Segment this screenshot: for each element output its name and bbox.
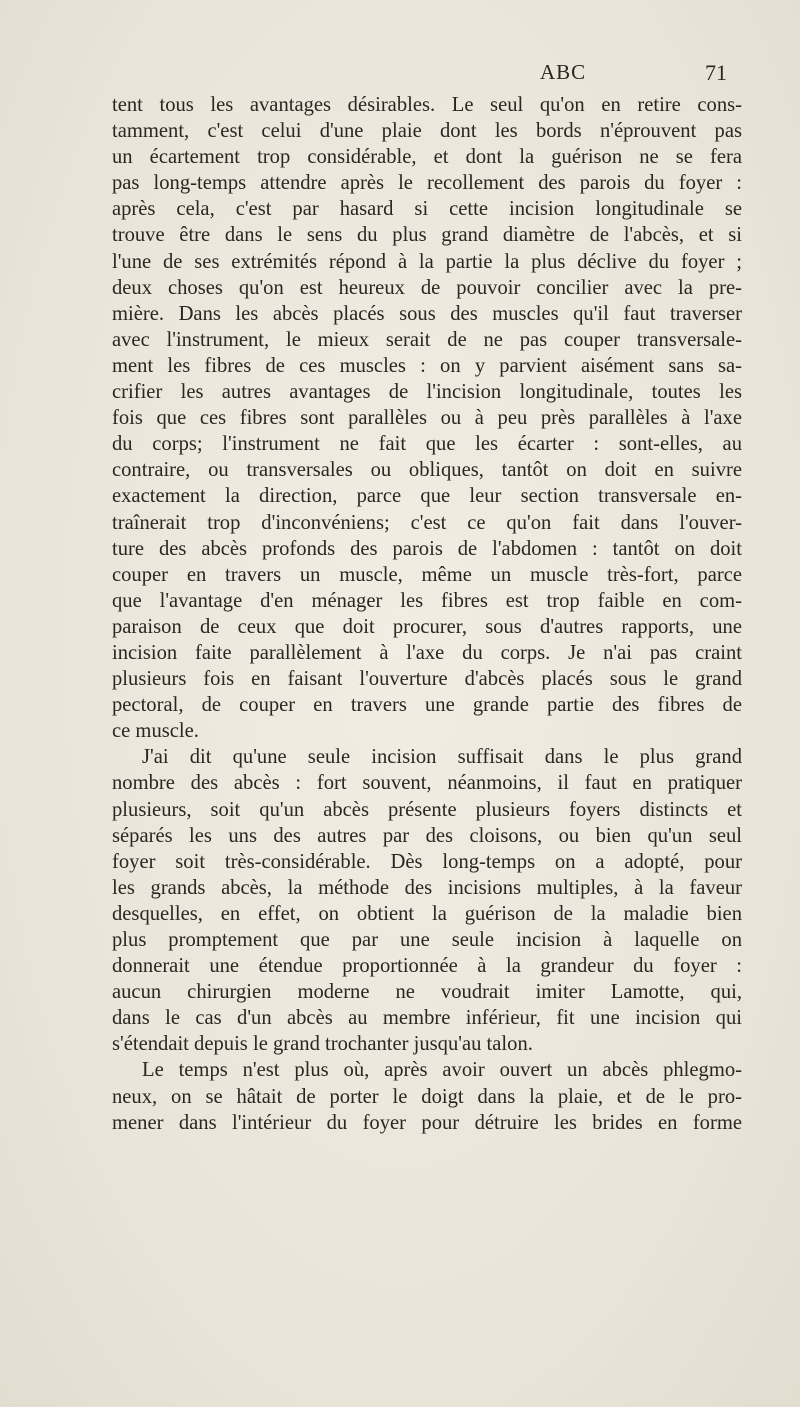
text-line: desquelles, en effet, on obtient la guérison de la maladie bien [112, 902, 742, 925]
text-line: ment les fibres de ces muscles : on y parvient aisément sans sa- [112, 354, 742, 377]
text-line: tent tous les avantages désirables. Le seul qu'on en retire cons- [112, 94, 742, 116]
body-text [112, 92, 742, 1136]
text-line: neux, on se hâtait de porter le doigt dans la plaie, et de le pro- [112, 1085, 742, 1108]
text-line: J'ai dit qu'une seule incision suffisait dans le plus grand [142, 746, 742, 769]
text-line: mener dans l'intérieur du foyer pour détruire les brides en forme [112, 1111, 742, 1134]
text-line: foyer soit très-considérable. Dès long-temps on a adopté, pour [112, 850, 742, 873]
text-line: pas long-temps attendre après le recollement des parois du foyer : [112, 172, 742, 195]
text-line: du corps; l'instrument ne fait que les écarter : sont-elles, au [112, 433, 742, 456]
text-line: fois que ces fibres sont parallèles ou à peu près parallèles à l'axe [112, 407, 742, 430]
text-line: un écartement trop considérable, et dont la guérison ne se fera [112, 146, 742, 169]
text-line: l'une de ses extrémités répond à la partie la plus déclive du foyer ; [112, 250, 742, 273]
text-line: plusieurs fois en faisant l'ouverture d'abcès placés sous le grand [112, 668, 742, 691]
text-line: trouve être dans le sens du plus grand diamètre de l'abcès, et si [112, 224, 742, 247]
text-line: ce muscle. [112, 720, 199, 743]
text-line: paraison de ceux que doit procurer, sous d'autres rapports, une [112, 615, 742, 638]
running-head: ABC [540, 60, 587, 84]
text-line: aucun chirurgien moderne ne voudrait imiter Lamotte, qui, [112, 981, 742, 1004]
text-line: pectoral, de couper en travers une grande partie des fibres de [112, 694, 742, 717]
text-line: que l'avantage d'en ménager les fibres est trop faible en com- [112, 589, 742, 612]
text-line: dans le cas d'un abcès au membre inférieur, fit une incision qui [112, 1007, 742, 1030]
text-line: ture des abcès profonds des parois de l'abdomen : tantôt on doit [112, 537, 742, 560]
text-line: s'étendait depuis le grand trochanter jusqu'au talon. [112, 1033, 533, 1056]
text-line: plus promptement que par une seule incision à laquelle on [112, 929, 742, 951]
text-line: tamment, c'est celui d'une plaie dont les bords n'éprouvent pas [112, 120, 742, 143]
text-line: traînerait trop d'inconvéniens; c'est ce qu'on fait dans l'ouver- [112, 511, 742, 534]
text-line: incision faite parallèlement à l'axe du corps. Je n'ai pas craint [112, 641, 742, 664]
text-line: crifier les autres avantages de l'incision longitudinale, toutes les [112, 381, 742, 404]
text-line: contraire, ou transversales ou obliques, tantôt on doit en suivre [112, 459, 742, 482]
text-line: séparés les uns des autres par des cloisons, ou bien qu'un seul [112, 824, 742, 847]
page-number: 71 [705, 60, 727, 85]
text-line: après cela, c'est par hasard si cette incision longitudinale se [112, 198, 742, 221]
text-line: avec l'instrument, le mieux serait de ne pas couper transversale- [112, 328, 742, 351]
paragraph [112, 1057, 742, 1135]
paragraph [112, 744, 742, 1057]
text-line: Le temps n'est plus où, après avoir ouvert un abcès phlegmo- [142, 1059, 742, 1082]
text-line: deux choses qu'on est heureux de pouvoir concilier avec la pre- [112, 276, 742, 299]
text-line: plusieurs, soit qu'un abcès présente plusieurs foyers distincts et [112, 798, 742, 821]
paragraph [112, 92, 742, 744]
text-line: mière. Dans les abcès placés sous des muscles qu'il faut traverser [112, 302, 742, 325]
text-line: donnerait une étendue proportionnée à la grandeur du foyer : [112, 955, 742, 978]
text-line: exactement la direction, parce que leur section transversale en- [112, 485, 742, 508]
text-line: nombre des abcès : fort souvent, néanmoins, il faut en pratiquer [112, 772, 742, 795]
text-line: les grands abcès, la méthode des incisions multiples, à la faveur [112, 876, 742, 899]
text-line: couper en travers un muscle, même un muscle très-fort, parce [112, 563, 742, 586]
